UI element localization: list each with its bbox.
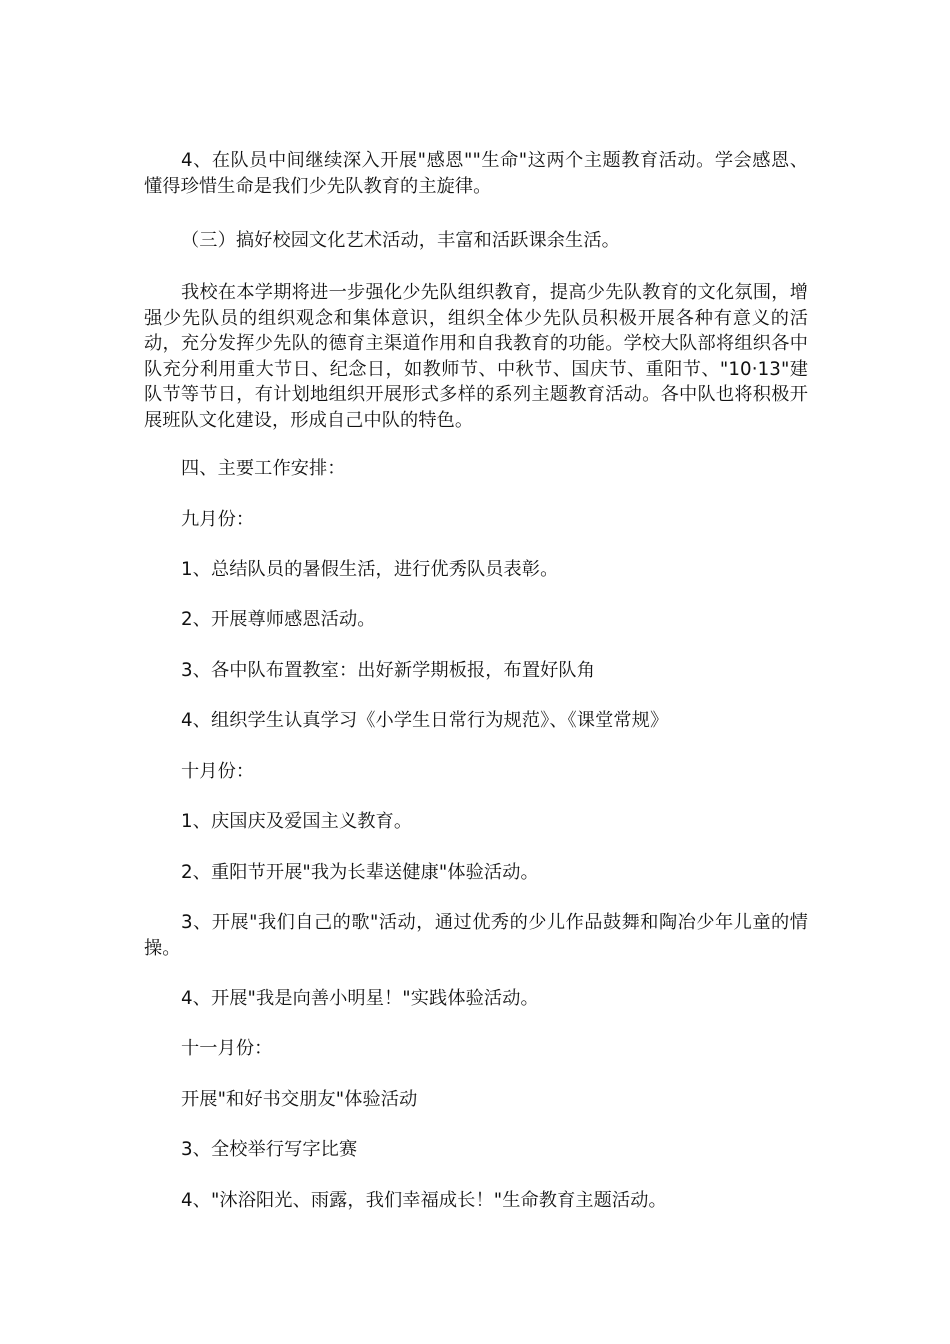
paragraph-october-item-3: 3、开展"我们自己的歌"活动，通过优秀的少儿作品鼓舞和陶冶少年儿童的情操。: [144, 912, 808, 959]
paragraph-item-gratitude-life: 4、在队员中间继续深入开展"感恩""生命"这两个主题教育活动。学会感恩、懂得珍惜生命是我们少先队教育的主旋律。: [144, 150, 808, 197]
paragraph-september-item-3: 3、各中队布置教室：出好新学期板报，布置好队角: [181, 660, 595, 681]
paragraph-heading-schedule: 四、主要工作安排：: [181, 458, 346, 479]
paragraph-heading-culture-art: （三）搞好校园文化艺术活动，丰富和活跃课余生活。: [181, 230, 620, 251]
paragraph-heading-november: 十一月份：: [181, 1038, 273, 1059]
paragraph-november-item-4: 4、"沐浴阳光、雨露，我们幸福成长！"生命教育主题活动。: [181, 1190, 667, 1211]
paragraph-october-item-1: 1、庆国庆及爱国主义教育。: [181, 811, 413, 832]
paragraph-september-item-4: 4、组织学生认真学习《小学生日常行为规范》、《课堂常规》: [181, 710, 669, 731]
paragraph-heading-october: 十月份：: [181, 761, 255, 782]
paragraph-culture-description: 我校在本学期将进一步强化少先队组织教育，提高少先队教育的文化氛围，增强少先队员的组织观念和集体意识，组织全体少先队员积极开展各种有意义的活动，充分发挥少先队的德育主渠道作用和自我教育的功能。学校大队部将组织各中队充分利用重大节日、纪念日，如教师节、中秋节、国庆节、重阳节、"10·13"建队节等节日，有计划地组织开展形式多样的系列主题教育活动。各中队也将积极开展班队文化建设，形成自己中队的特色。: [144, 282, 808, 431]
paragraph-november-item-3: 3、全校举行写字比赛: [181, 1139, 358, 1160]
paragraph-november-item-books: 开展"和好书交朋友"体验活动: [181, 1089, 418, 1110]
paragraph-october-item-2: 2、重阳节开展"我为长辈送健康"体验活动。: [181, 862, 539, 883]
paragraph-september-item-1: 1、总结队员的暑假生活，进行优秀队员表彰。: [181, 559, 559, 580]
paragraph-october-item-4: 4、开展"我是向善小明星！"实践体验活动。: [181, 988, 539, 1009]
paragraph-heading-september: 九月份：: [181, 509, 255, 530]
paragraph-september-item-2: 2、开展尊师感恩活动。: [181, 609, 376, 630]
